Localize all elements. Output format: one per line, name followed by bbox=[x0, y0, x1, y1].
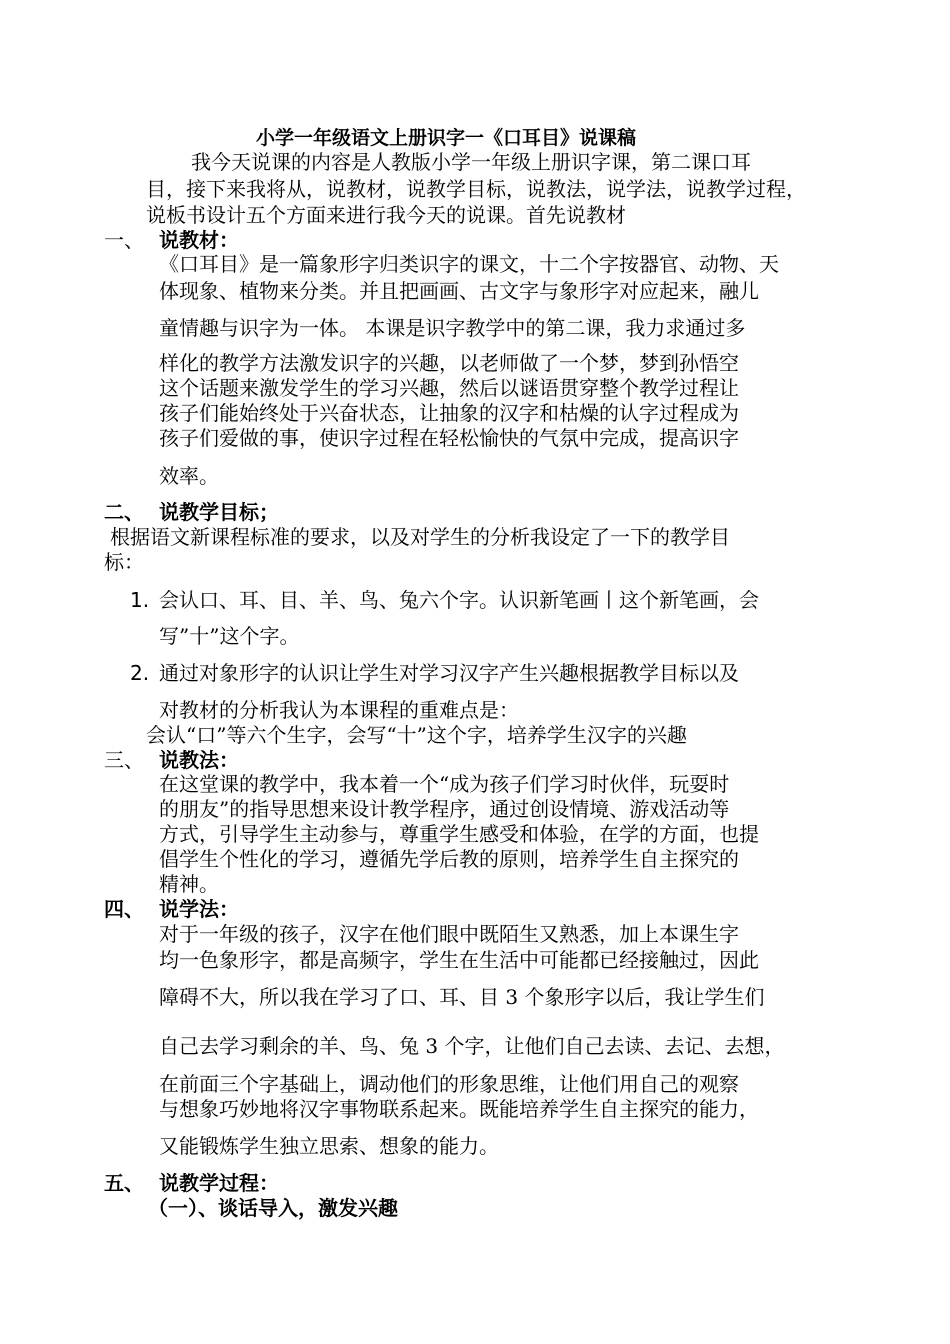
list-marker: 2. bbox=[130, 661, 150, 685]
paragraph-line: 孩子们爱做的事，使识字过程在轻松愉快的气氛中完成，提高识字 bbox=[159, 426, 739, 450]
section-number: 三、 bbox=[104, 748, 144, 772]
paragraph-line: 标： bbox=[104, 550, 144, 574]
paragraph-line: 自己去学习剩余的羊、鸟、兔 3 个字，让他们自己去读、去记、去想， bbox=[159, 1034, 785, 1058]
section-heading: 说学法： bbox=[159, 897, 239, 921]
paragraph-line: 精神。 bbox=[159, 872, 219, 896]
subsection-heading: （一）、谈话导入，激发兴趣 bbox=[148, 1196, 398, 1220]
section-number: 一、 bbox=[104, 228, 144, 252]
paragraph-line: 均一色象形字，都是高频字，学生在生活中可能都已经接触过，因此 bbox=[159, 948, 759, 972]
section-heading: 说教法： bbox=[159, 748, 239, 772]
section-heading: 说教学目标； bbox=[159, 500, 279, 524]
paragraph-line: 《口耳目》是一篇象形字归类识字的课文，十二个字按器官、动物、天 bbox=[159, 252, 779, 276]
paragraph-line: 与想象巧妙地将汉字事物联系起来。既能培养学生自主探究的能力， bbox=[159, 1097, 759, 1121]
paragraph-line: 障碍不大，所以我在学习了口、耳、目 3 个象形字以后，我让学生们 bbox=[159, 985, 765, 1009]
paragraph-line: 童情趣与识字为一体。 本课是识字教学中的第二课，我力求通过多 bbox=[159, 316, 746, 340]
paragraph-line: 根据语文新课程标准的要求，以及对学生的分析我设定了一下的教学目 bbox=[110, 525, 730, 549]
section-number: 五、 bbox=[104, 1171, 144, 1195]
paragraph-line: 倡学生个性化的学习，遵循先学后教的原则，培养学生自主探究的 bbox=[159, 847, 739, 871]
section-heading: 说教学过程： bbox=[159, 1171, 279, 1195]
paragraph-line: 又能锻炼学生独立思索、想象的能力。 bbox=[159, 1134, 499, 1158]
paragraph-line: 效率。 bbox=[159, 464, 219, 488]
paragraph-line: 在这堂课的教学中，我本着一个“成为孩子们学习时伙伴，玩耍时 bbox=[159, 772, 730, 796]
intro-line: 我今天说课的内容是人教版小学一年级上册识字课，第二课口耳 bbox=[191, 150, 751, 174]
paragraph-line: 对于一年级的孩子，汉字在他们眼中既陌生又熟悉，加上本课生字 bbox=[159, 922, 739, 946]
section-heading: 说教材： bbox=[159, 228, 239, 252]
list-item-line: 对教材的分析我认为本课程的重难点是： bbox=[159, 698, 519, 722]
paragraph-line: 这个话题来激发学生的学习兴趣，然后以谜语贯穿整个教学过程让 bbox=[159, 376, 739, 400]
section-number: 四、 bbox=[104, 897, 144, 921]
document-title: 小学一年级语文上册识字一《口耳目》说课稿 bbox=[256, 127, 637, 149]
paragraph-line: 方式，引导学生主动参与，尊重学生感受和体验，在学的方面，也提 bbox=[159, 822, 759, 846]
paragraph-line: 孩子们能始终处于兴奋状态，让抽象的汉字和枯燥的认字过程成为 bbox=[159, 401, 739, 425]
intro-line: 说板书设计五个方面来进行我今天的说课。首先说教材 bbox=[146, 203, 626, 227]
paragraph-line: 在前面三个字基础上，调动他们的形象思维，让他们用自己的观察 bbox=[159, 1072, 739, 1096]
paragraph-line: 样化的教学方法激发识字的兴趣，以老师做了一个梦，梦到孙悟空 bbox=[159, 351, 739, 375]
key-point-line: 会认“口”等六个生字，会写“十”这个字，培养学生汉字的兴趣 bbox=[146, 723, 687, 747]
section-number: 二、 bbox=[104, 500, 144, 524]
list-item-line: 会认口、耳、目、羊、鸟、兔六个字。认识新笔画丨这个新笔画，会 bbox=[159, 588, 759, 612]
intro-line: 目，接下来我将从，说教材，说教学目标，说教法，说学法，说教学过程， bbox=[146, 177, 806, 201]
list-marker: 1. bbox=[130, 588, 150, 612]
list-item-line: 写”十”这个字。 bbox=[159, 624, 300, 648]
paragraph-line: 的朋友”的指导思想来设计教学程序，通过创设情境、游戏活动等 bbox=[159, 797, 730, 821]
list-item-line: 通过对象形字的认识让学生对学习汉字产生兴趣根据教学目标以及 bbox=[159, 661, 739, 685]
paragraph-line: 体现象、植物来分类。并且把画画、古文字与象形字对应起来，融儿 bbox=[159, 279, 759, 303]
